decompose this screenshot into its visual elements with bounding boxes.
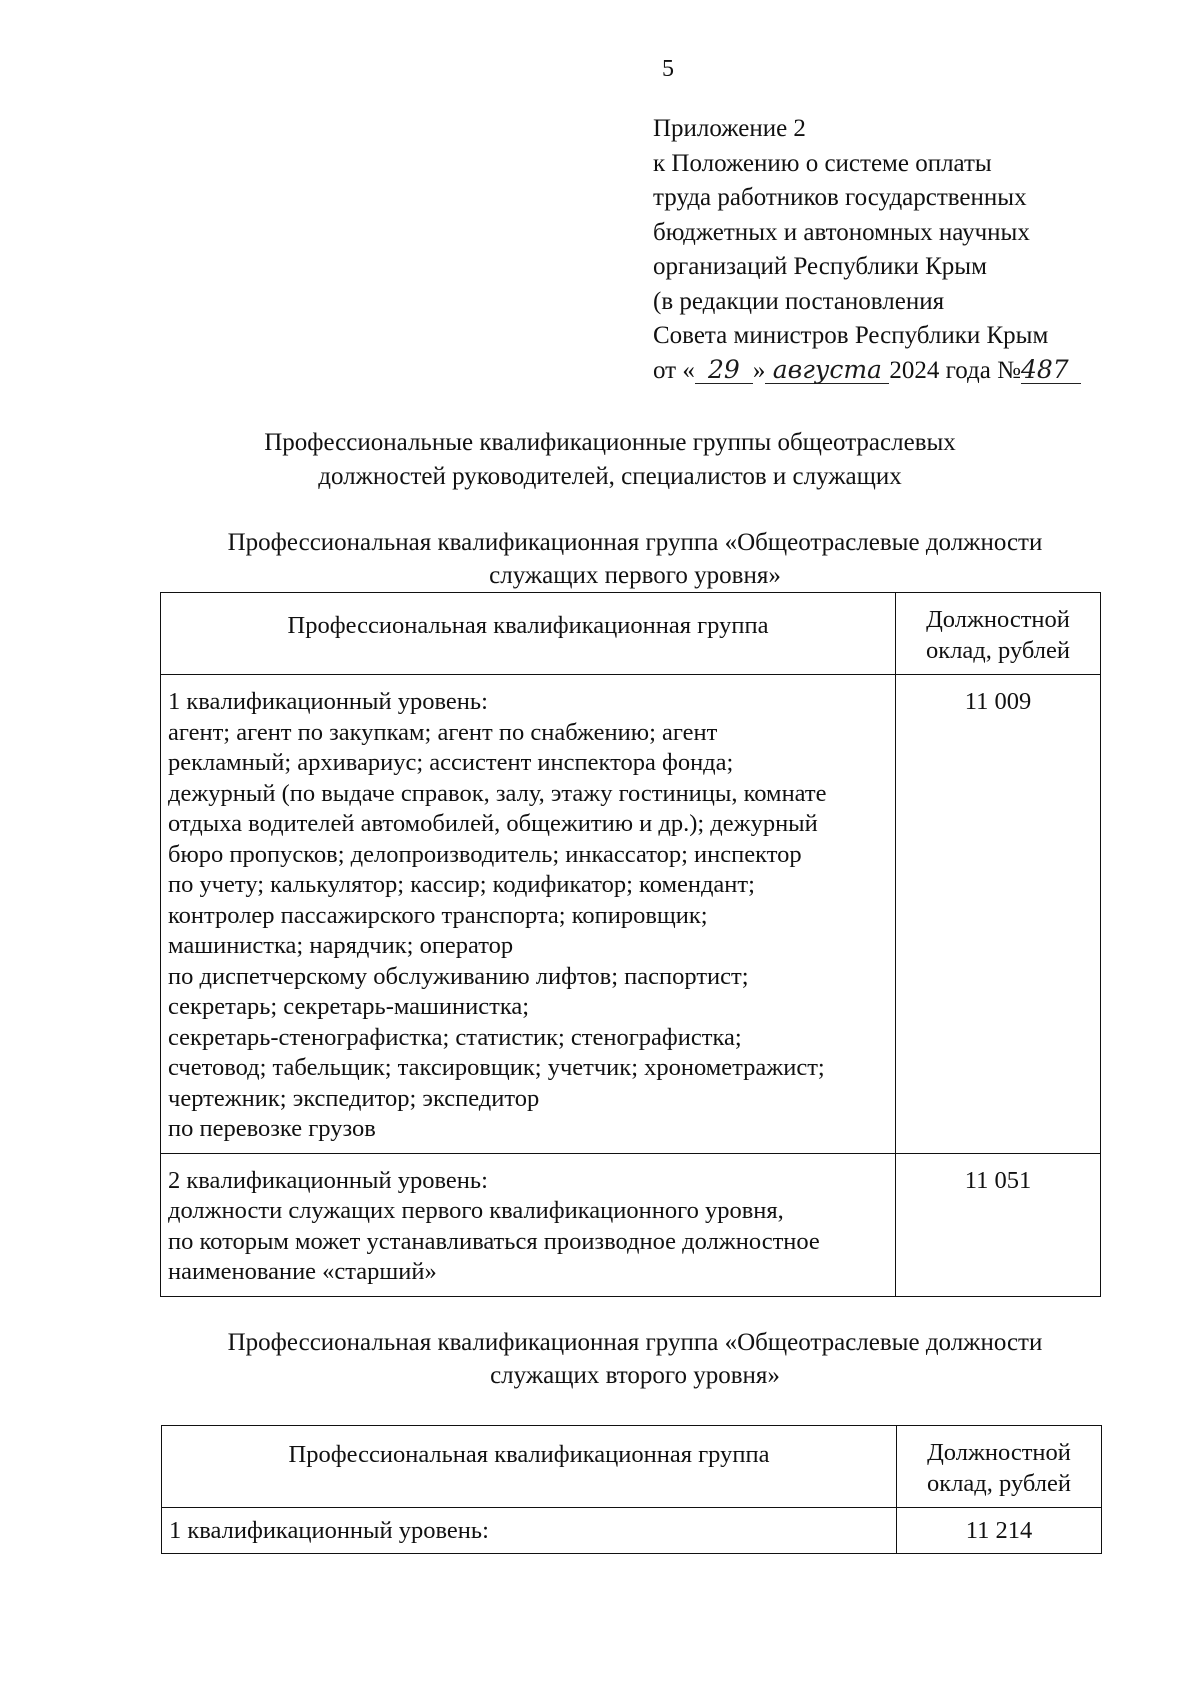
appendix-line: к Положению о системе оплаты — [653, 149, 992, 177]
date-mid: » — [752, 356, 766, 384]
handwritten-month: августа — [765, 357, 889, 384]
salary-value: 11 214 — [897, 1508, 1102, 1554]
appendix-line: труда работников государственных — [653, 184, 1027, 211]
section-title-line: Профессиональная квалификационная группа «Общеотраслевые должности — [227, 1329, 1043, 1356]
date-prefix: от « — [653, 356, 695, 384]
section-title-second-level — [150, 1326, 1120, 1392]
position-line: контролер пассажирского транспорта; копировщик; — [168, 901, 708, 929]
appendix-line: (в редакции постановления — [653, 287, 945, 315]
level-description — [162, 1508, 897, 1554]
header-salary-line: Должностной — [926, 606, 1070, 633]
header-group: Профессиональная квалификационная группа — [162, 1426, 897, 1508]
level-title: 1 квалификационный уровень: — [169, 1517, 489, 1544]
header-salary-line: Должностной — [927, 1439, 1071, 1466]
title-line: Профессиональные квалификационные группы общеотраслевых — [264, 429, 956, 456]
position-line: секретарь; секретарь-машинистка; — [168, 993, 530, 1020]
position-line: по диспетчерскому обслуживанию лифтов; паспортист; — [168, 962, 749, 990]
table-row — [162, 1508, 1102, 1554]
header-salary-line: оклад, рублей — [926, 636, 1070, 664]
section-title-line: Профессиональная квалификационная группа «Общеотраслевые должности — [227, 529, 1043, 556]
salary-value: 11 051 — [896, 1153, 1101, 1296]
table-header-row — [162, 1426, 1102, 1508]
handwritten-number: 487 — [1021, 357, 1081, 384]
appendix-line: бюджетных и автономных научных — [653, 218, 1030, 246]
appendix-line: организаций Республики Крым — [653, 253, 987, 280]
level-title: 2 квалификационный уровень: — [168, 1166, 488, 1194]
position-line: наименование «старший» — [168, 1258, 437, 1285]
position-line: бюро пропусков; делопроизводитель; инкассатор; инспектор — [168, 840, 802, 868]
header-salary — [896, 593, 1101, 675]
section-title-line: служащих второго уровня» — [490, 1362, 780, 1389]
position-line: по которым может устанавливаться производное должностное — [168, 1227, 820, 1255]
date-suffix: 2024 года № — [889, 356, 1021, 384]
table-row — [161, 1153, 1101, 1296]
position-line: по учету; калькулятор; кассир; кодификатор; комендант; — [168, 871, 755, 898]
position-line: дежурный (по выдаче справок, залу, этажу гостиницы, комнате — [168, 779, 827, 807]
resolution-date-line — [653, 354, 1081, 389]
position-line: по перевозке грузов — [168, 1115, 376, 1142]
salary-table-first-level — [160, 592, 1101, 1297]
section-title-first-level — [150, 526, 1120, 592]
position-line: агент; агент по закупкам; агент по снабжению; агент — [168, 718, 718, 746]
salary-table-second-level — [161, 1425, 1102, 1554]
handwritten-day: 29 — [695, 357, 753, 384]
table-row — [161, 675, 1101, 1154]
salary-value: 11 009 — [896, 675, 1101, 1154]
position-line: чертежник; экспедитор; экспедитор — [168, 1084, 540, 1112]
position-line: должности служащих первого квалификационного уровня, — [168, 1197, 784, 1224]
header-group: Профессиональная квалификационная группа — [161, 593, 896, 675]
position-line: рекламный; архивариус; ассистент инспектора фонда; — [168, 749, 734, 776]
position-line: машинистка; нарядчик; оператор — [168, 932, 514, 959]
header-salary — [897, 1426, 1102, 1508]
position-line: отдыха водителей автомобилей, общежитию и др.); дежурный — [168, 810, 818, 837]
position-line: секретарь-стенографистка; статистик; стенографистка; — [168, 1023, 742, 1051]
level-title: 1 квалификационный уровень: — [168, 688, 488, 715]
table-header-row — [161, 593, 1101, 675]
section-title-line: служащих первого уровня» — [489, 562, 781, 589]
page-number: 5 — [662, 56, 674, 82]
level-description — [161, 675, 896, 1154]
position-line: счетовод; табельщик; таксировщик; учетчик; хронометражист; — [168, 1054, 825, 1081]
appendix-line: Совета министров Республики Крым — [653, 322, 1049, 349]
appendix-block — [653, 112, 1081, 388]
title-line: должностей руководителей, специалистов и служащих — [318, 463, 902, 490]
document-title — [120, 426, 1100, 494]
header-salary-line: оклад, рублей — [927, 1469, 1071, 1497]
level-description — [161, 1153, 896, 1296]
appendix-line: Приложение 2 — [653, 115, 806, 142]
